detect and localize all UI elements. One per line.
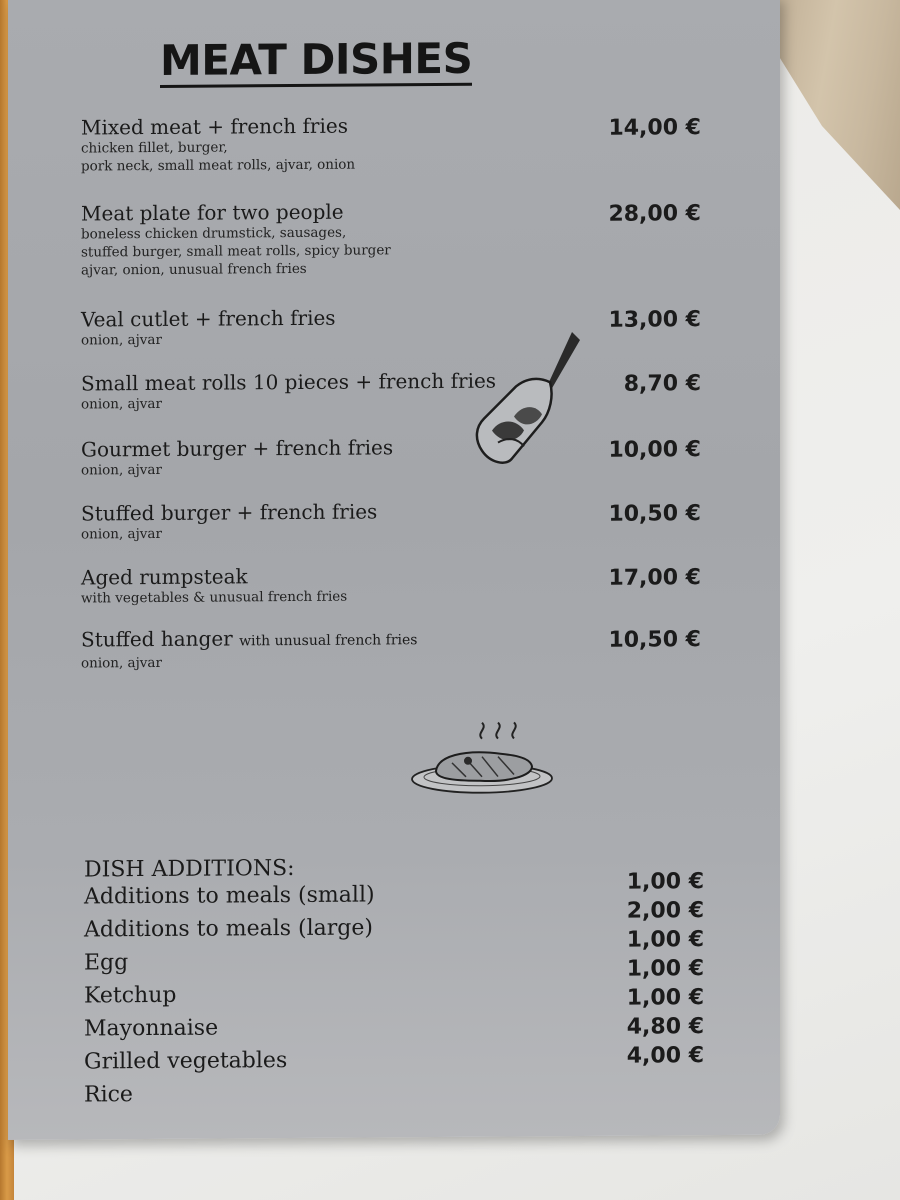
item-name-main: Stuffed hanger	[81, 626, 233, 652]
item-description: chicken fillet, burger,	[81, 139, 228, 157]
menu-page	[8, 0, 780, 1140]
steak-plate-icon	[406, 718, 556, 801]
item-description: boneless chicken drumstick, sausages,	[81, 224, 347, 243]
menu-item	[81, 367, 721, 413]
menu-item	[81, 561, 721, 607]
addition-price: 1,00 €	[626, 956, 704, 982]
item-name: Small meat rolls 10 pieces + french fries	[81, 368, 497, 396]
menu-item	[81, 623, 721, 672]
item-name: Stuffed burger + french fries	[81, 499, 378, 526]
addition-item: Additions to meals (small)	[84, 882, 375, 910]
menu-item	[81, 497, 721, 543]
addition-price: 1,00 €	[626, 869, 704, 895]
item-description: onion, ajvar	[81, 395, 162, 413]
additions-prices	[627, 867, 704, 1071]
additions-list	[84, 881, 375, 1114]
item-description: onion, ajvar	[81, 331, 162, 349]
additions-heading: DISH ADDITIONS:	[84, 855, 295, 883]
item-description: onion, ajvar	[81, 654, 162, 672]
addition-item: Ketchup	[84, 982, 177, 1009]
addition-price: 4,00 €	[626, 1043, 704, 1069]
item-description: ajvar, onion, unusual french fries	[81, 260, 307, 279]
addition-item: Grilled vegetables	[84, 1048, 288, 1075]
item-description: onion, ajvar	[81, 525, 162, 543]
item-name: Gourmet burger + french fries	[81, 435, 394, 462]
item-price: 10,50 €	[608, 627, 701, 653]
item-price: 10,50 €	[608, 501, 701, 527]
item-description: onion, ajvar	[81, 461, 162, 479]
addition-item: Rice	[84, 1082, 133, 1108]
item-inline-note: with unusual french fries	[239, 632, 418, 650]
menu-items	[81, 111, 721, 672]
item-name: Mixed meat + french fries	[81, 113, 348, 140]
addition-price: 1,00 €	[626, 927, 704, 953]
spatula-icon	[472, 326, 587, 467]
item-price: 28,00 €	[608, 201, 701, 227]
item-name: Aged rumpsteak	[81, 564, 248, 590]
menu-item	[81, 303, 721, 349]
menu-item	[81, 197, 721, 279]
item-price: 10,00 €	[608, 437, 701, 463]
menu-item	[81, 111, 721, 175]
item-description: with vegetables & unusual french fries	[81, 588, 348, 607]
addition-price: 4,80 €	[626, 1014, 704, 1040]
item-price: 14,00 €	[608, 115, 701, 141]
addition-item: Mayonnaise	[84, 1015, 219, 1042]
item-description: stuffed burger, small meat rolls, spicy burger	[81, 242, 391, 261]
page-title: MEAT DISHES	[160, 37, 472, 88]
item-price: 17,00 €	[608, 565, 701, 591]
item-name: Meat plate for two people	[81, 199, 344, 226]
menu-item	[81, 433, 721, 479]
addition-item: Additions to meals (large)	[84, 915, 373, 943]
item-description: pork neck, small meat rolls, ajvar, onion	[81, 156, 356, 175]
item-name: Veal cutlet + french fries	[81, 305, 336, 332]
item-price: 8,70 €	[623, 371, 701, 397]
addition-price: 2,00 €	[626, 898, 704, 924]
addition-item: Egg	[84, 950, 129, 976]
addition-price: 1,00 €	[626, 985, 704, 1011]
item-price: 13,00 €	[608, 307, 701, 333]
dish-additions	[84, 853, 724, 1108]
